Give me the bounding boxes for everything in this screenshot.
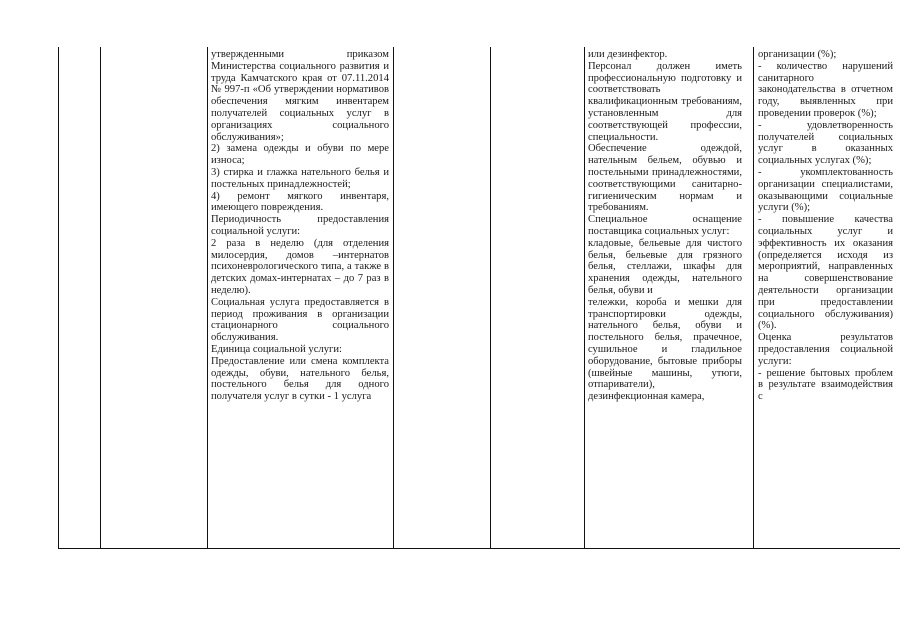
paragraph: 2) замена одежды и обуви по мере износа; (211, 143, 389, 167)
paragraph: кладовые, бельевые для чистого белья, бельевые для грязного белья, стеллажи, шкафы для хранения одежды, нательного белья, обуви и (588, 237, 742, 296)
paragraph: - повышение качества социальных услуг и эффективность их оказания (определяется исходя из мероприятий, направленных на совершенствование деятельности организации при предоставлении социального обслуживания) (%). (758, 214, 893, 332)
column-divider (207, 47, 208, 549)
paragraph: Социальная услуга предоставляется в период проживания в организации стационарного социального обслуживания. (211, 296, 389, 344)
column-divider (100, 47, 101, 549)
paragraph: дезинфекционная камера, (588, 391, 705, 403)
paragraph: - решение бытовых проблем в результате взаимодействия с (758, 367, 893, 403)
table-cell-conditions (588, 49, 742, 403)
paragraph: Обеспечение одеждой, нательным бельем, обувью и постельными принадлежностями, соответствующими санитарно-гигиеническим нормам и требованиям. (588, 143, 742, 214)
paragraph: Периодичность предоставления социальной услуги: (211, 214, 389, 237)
paragraph: Персонал должен иметь профессиональную подготовку и соответствовать квалификационным требованиям, установленным для соответствующей профессии, специальности. (588, 60, 742, 143)
paragraph: 2 раза в неделю (для отделения милосердия, домов –интернатов психоневрологического типа, а также в детских домах-интернатах – до 7 раз в неделю). (211, 237, 389, 296)
paragraph: - удовлетворенность получателей социальных услуг в оказанных социальных услугах (%); (758, 119, 893, 167)
paragraph: 4) ремонт мягкого инвентаря, имеющего повреждения. (211, 190, 389, 214)
column-divider (753, 47, 754, 549)
paragraph: организации (%); (758, 49, 837, 60)
paragraph: Единица социальной услуги: (211, 343, 342, 355)
table-cell-quality-indicators (758, 49, 893, 403)
table-border-left (58, 47, 59, 549)
paragraph: 3) стирка и глажка нательного белья и постельных принадлежностей; (211, 166, 389, 190)
paragraph: утвержденными приказом Министерства социального развития и труда Камчатского края от 07.11.2014 № 997-п «Об утверждении нормативов обеспечения мягким инвентарем получателей социальных услуг в организациях социального обслуживания»; (211, 49, 389, 143)
paragraph: Оценка результатов предоставления социальной услуги: (758, 332, 893, 367)
paragraph: Предоставление или смена комплекта одежды, обуви, нательного белья, постельного белья для одного получателя услуг в сутки - 1 услуга (211, 355, 389, 403)
paragraph: или дезинфектор. (588, 49, 668, 60)
paragraph: - укомплектованность организации специалистами, оказывающими социальные услуги (%); (758, 166, 893, 214)
paragraph: - количество нарушений санитарного законодательства в отчетном году, выявленных при проведении проверок (%); (758, 60, 893, 119)
column-divider (584, 47, 585, 549)
column-divider (393, 47, 394, 549)
paragraph: тележки, короба и мешки для транспортировки одежды, нательного белья, обуви и постельного белья, прачечное, сушильное и гладильное оборудование, бытовые приборы (швейные машины, утюги, отпариватели), (588, 296, 742, 391)
table-cell-service-standard (211, 49, 389, 403)
column-divider (490, 47, 491, 549)
paragraph: Специальное оснащение поставщика социальных услуг: (588, 214, 742, 237)
table-bottom-border (58, 548, 900, 549)
